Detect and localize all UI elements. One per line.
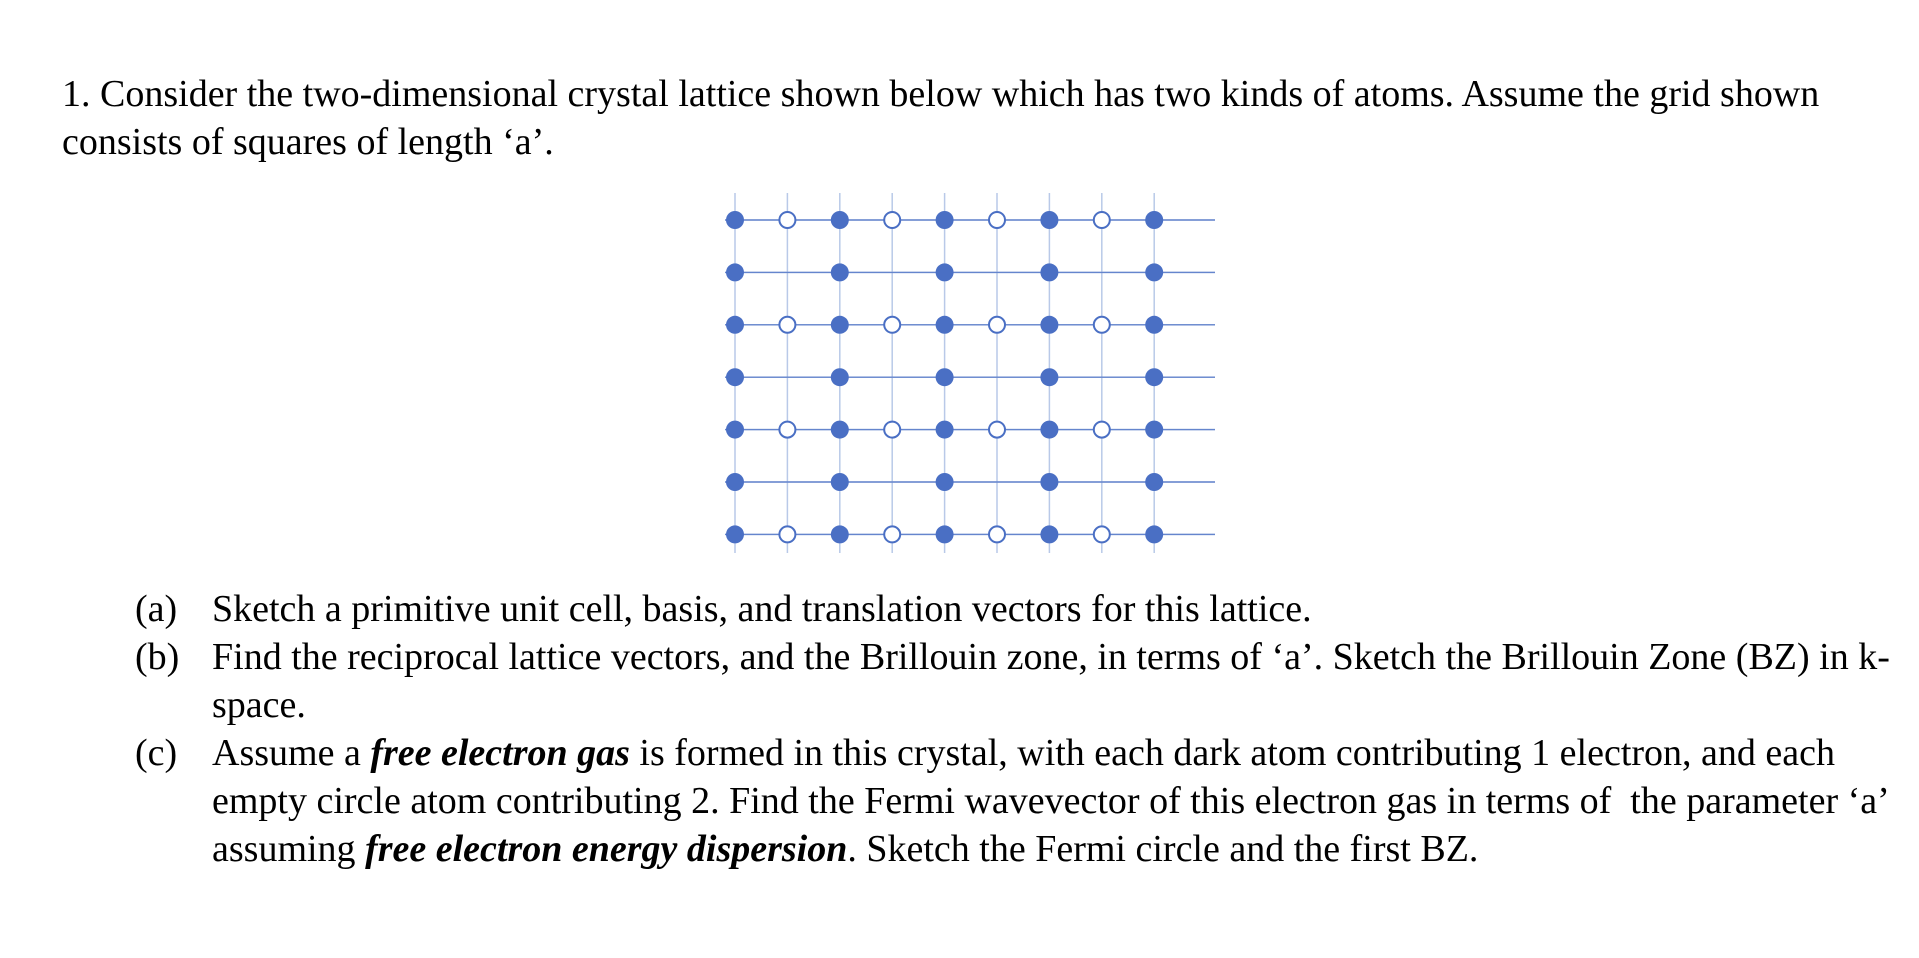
part-a-label: (a) bbox=[135, 588, 178, 630]
dark-atom bbox=[831, 316, 849, 334]
dark-atom bbox=[1145, 421, 1163, 439]
lattice-grid bbox=[725, 193, 1215, 553]
dark-atom bbox=[936, 263, 954, 281]
open-atom bbox=[989, 212, 1005, 228]
dark-atom bbox=[1040, 368, 1058, 386]
part-c-text-3: . Sketch the Fermi circle and the first BZ. bbox=[847, 828, 1479, 870]
dark-atom bbox=[1040, 263, 1058, 281]
dark-atom bbox=[936, 421, 954, 439]
part-c-text-1: Assume a bbox=[212, 732, 371, 774]
open-atom bbox=[779, 212, 795, 228]
part-c-text-2: is formed in this crystal, with each dark atom contributing 1 electron, and each empty circle atom contributing 2. Find the Fermi wavevector of this electron gas in terms of the parameter ‘a’ assuming bbox=[212, 732, 1887, 870]
dark-atom bbox=[936, 211, 954, 229]
dark-atom bbox=[1145, 368, 1163, 386]
part-c bbox=[135, 729, 1895, 873]
dark-atom bbox=[831, 525, 849, 543]
open-atom bbox=[779, 526, 795, 542]
open-atom bbox=[779, 317, 795, 333]
dark-atom bbox=[936, 316, 954, 334]
dark-atom bbox=[726, 421, 744, 439]
dark-atom bbox=[1040, 525, 1058, 543]
dark-atom bbox=[1040, 473, 1058, 491]
part-b bbox=[135, 633, 1895, 729]
dark-atom bbox=[726, 211, 744, 229]
free-electron-gas-emphasis: free electron gas bbox=[370, 732, 630, 774]
open-atom bbox=[884, 422, 900, 438]
part-c-label: (c) bbox=[135, 732, 178, 774]
dark-atom bbox=[936, 368, 954, 386]
dark-atom bbox=[936, 473, 954, 491]
dark-atom bbox=[831, 211, 849, 229]
dark-atom bbox=[1040, 421, 1058, 439]
dark-atom bbox=[936, 525, 954, 543]
open-atom bbox=[1094, 422, 1110, 438]
open-atom bbox=[884, 212, 900, 228]
dark-atom bbox=[726, 525, 744, 543]
dark-atom bbox=[1145, 525, 1163, 543]
open-atom bbox=[884, 526, 900, 542]
dark-atom bbox=[1040, 316, 1058, 334]
question-paragraph bbox=[62, 70, 1862, 166]
dark-atom bbox=[726, 316, 744, 334]
part-b-text: Find the reciprocal lattice vectors, and the Brillouin zone, in terms of ‘a’. Sketch the Brillouin Zone (BZ) in k-space. bbox=[212, 636, 1890, 726]
dark-atom bbox=[726, 368, 744, 386]
free-electron-dispersion-emphasis: free electron energy dispersion bbox=[365, 828, 848, 870]
part-a bbox=[135, 585, 1895, 633]
dark-atom bbox=[726, 263, 744, 281]
part-b-label: (b) bbox=[135, 636, 180, 678]
dark-atom bbox=[1145, 211, 1163, 229]
open-atom bbox=[1094, 526, 1110, 542]
dark-atom bbox=[1145, 316, 1163, 334]
question-text: Consider the two-dimensional crystal lattice shown below which has two kinds of atoms. Assume the grid shown consists of squares of length ‘a’. bbox=[62, 73, 1820, 163]
dark-atom bbox=[726, 473, 744, 491]
lattice-row-lines bbox=[725, 220, 1215, 534]
dark-atom bbox=[831, 421, 849, 439]
dark-atom bbox=[1145, 263, 1163, 281]
part-a-text: Sketch a primitive unit cell, basis, and translation vectors for this lattice. bbox=[212, 588, 1312, 630]
open-atom bbox=[884, 317, 900, 333]
dark-atom bbox=[831, 473, 849, 491]
dark-atom bbox=[1040, 211, 1058, 229]
question-number: 1. bbox=[62, 73, 91, 115]
crystal-lattice-figure bbox=[715, 185, 1225, 560]
dark-atom bbox=[831, 263, 849, 281]
open-atom bbox=[989, 422, 1005, 438]
dark-atom bbox=[831, 368, 849, 386]
dark-atom bbox=[1145, 473, 1163, 491]
question-block bbox=[62, 70, 1862, 166]
question-parts bbox=[135, 585, 1895, 873]
part-c-text bbox=[212, 729, 1895, 873]
open-atom bbox=[989, 317, 1005, 333]
open-atom bbox=[779, 422, 795, 438]
open-atom bbox=[989, 526, 1005, 542]
open-atom bbox=[1094, 212, 1110, 228]
open-atom bbox=[1094, 317, 1110, 333]
